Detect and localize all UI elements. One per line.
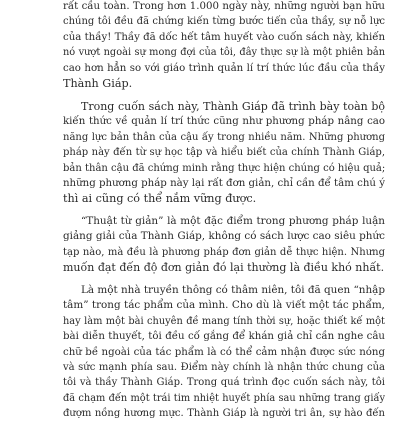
text-line: bản thân cậu đã chứng minh rằng thực hiện chúng có hiệu quả; <box>63 162 386 174</box>
text-line: Thành Giáp. <box>63 77 133 91</box>
text-line: năng lực bản thân của cậu ấy trong nhiều năm. Những phương <box>63 131 385 143</box>
text-line: pháp này đến từ sự học tập và hiểu biết của chính Thành Giáp, <box>63 147 385 159</box>
text-line: của thầy! Thầy đã dốc hết tâm huyết vào cuốn sách này, khiến <box>63 31 386 43</box>
paragraph-1 <box>63 0 385 92</box>
text-line: kiến thức về quản lí trí thức cũng như phương pháp nâng cao <box>63 116 385 128</box>
text-line: giảng giải của Thành Giáp, không có sách lược cao siêu phức <box>63 230 385 243</box>
text-line: bài diễn thuyết, tôi đều cố gắng để khán giả chỉ cần nghe câu <box>63 331 385 343</box>
paragraph-3 <box>63 214 385 276</box>
text-line: thì ai cũng có thể nắm vững được. <box>63 192 257 206</box>
paragraph-4 <box>63 283 385 422</box>
text-line: đã chạm đến một trái tim nhiệt huyết phía sau những trang giấy <box>63 392 385 404</box>
text-line: và sức mạnh phía sau. Điểm này chính là nhận thức chung của <box>63 361 385 373</box>
text-line: “Thuật từ giản” là một đặc điểm trong phương pháp luận <box>81 214 385 227</box>
text-line: cao hơn hẳn so với giáo trình quản lí trí thức lúc đầu của thầy <box>63 62 385 74</box>
page-text <box>63 0 385 422</box>
text-line: chúng tôi đều đã chứng kiến từng bước tiến của thầy, sự nỗ lực <box>63 16 385 28</box>
paragraph-2 <box>63 99 385 207</box>
text-line: chữ bề ngoài của tác phẩm là có thể cảm nhận được sức nóng <box>63 346 385 358</box>
text-line: nó vượt ngoài sự mong đợi của tôi, đây thực sự là một phiên bản <box>63 47 385 59</box>
text-line: tạp nào, mà đều là phương pháp đơn giản dễ thực hiện. Nhưng <box>63 246 385 258</box>
text-line: Trong cuốn sách này, Thành Giáp đã trình bày toàn bộ <box>81 99 385 113</box>
text-line: rất cầu toàn. Trong hơn 1.000 ngày này, những người bạn hữu <box>63 1 385 12</box>
text-line: tôi và thầy Thành Giáp. Trong quá trình đọc cuốn sách này, tôi <box>63 377 385 389</box>
text-line: đượm nồng hương mực. Thành Giáp là người tri ân, sự hào đến <box>63 408 385 420</box>
text-line: hay làm một bài chuyên đề mang tính thời sự, hoặc thiết kế một <box>63 315 385 327</box>
text-line: Là một nhà truyền thông có thâm niên, tôi đã quen “nhập <box>81 283 386 296</box>
text-line: tâm” trong tác phẩm của mình. Cho dù là viết một tác phẩm, <box>63 299 385 312</box>
text-line: muốn đạt đến độ đơn giản đó lại thường là điều khó nhất. <box>63 261 385 275</box>
text-line: những phương pháp này lại rất đơn giản, chỉ cần để tâm chú ý <box>63 177 385 189</box>
